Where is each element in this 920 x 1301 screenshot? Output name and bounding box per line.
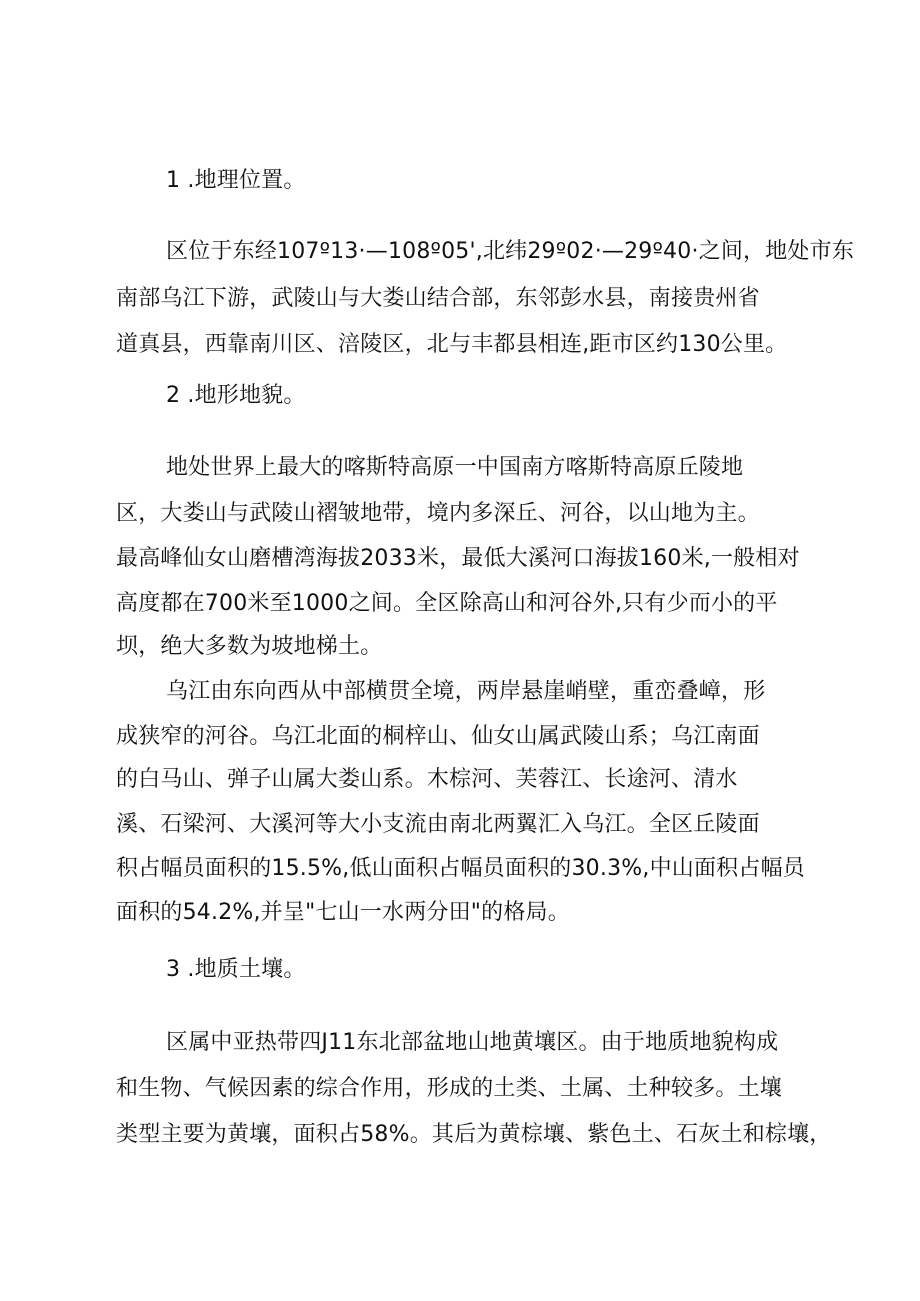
section-2-p2-line-1: 乌江由东向西从中部横贯全境，两岸悬崖峭壁，重峦叠嶂，形: [166, 679, 766, 704]
section-2-p2-line-5: 积占幅员面积的15.5%,低山面积占幅员面积的30.3%,中山面积占幅员: [116, 856, 805, 881]
section-2-p2-line-3: 的白马山、弹子山属大娄山系。木棕河、芙蓉江、长途河、清水: [116, 767, 738, 792]
section-1-line-1: 区位于东经107º13·—108º05',北纬29º02·—29º40·之间，地处市东: [166, 239, 855, 264]
section-2-p1-line-3: 最高峰仙女山磨槽湾海拔2033米，最低大溪河口海拔160米,一般相对: [116, 546, 800, 571]
section-2-p2-line-2: 成狭窄的河谷。乌江北面的桐梓山、仙女山属武陵山系；乌江南面: [116, 724, 760, 749]
section-2-p2-line-4: 溪、石梁河、大溪河等大小支流由南北两翼汇入乌江。全区丘陵面: [116, 812, 760, 837]
section-2-p1-line-5: 坝，绝大多数为坡地梯土。: [116, 634, 383, 659]
section-3-line-2: 和生物、气候因素的综合作用，形成的土类、土属、土种较多。土壤: [116, 1076, 783, 1101]
section-2-p1-line-1: 地处世界上最大的喀斯特高原一中国南方喀斯特高原丘陵地: [166, 455, 744, 480]
section-2-p1-line-4: 高度都在700米至1000之间。全区除高山和河谷外,只有少而小的平: [116, 591, 778, 616]
section-1-line-2: 南部乌江下游，武陵山与大娄山结合部，东邻彭水县，南接贵州省: [116, 286, 760, 311]
section-2-p1-line-2: 区，大娄山与武陵山褶皱地带，境内多深丘、河谷，以山地为主。: [116, 501, 760, 526]
section-2-heading: 2 .地形地貌。: [166, 383, 306, 408]
section-3-line-1: 区属中亚热带四J11东北部盆地山地黄壤区。由于地质地貌构成: [166, 1030, 779, 1055]
section-3-line-3: 类型主要为黄壤，面积占58%。其后为黄棕壤、紫色土、石灰土和棕壤，: [116, 1122, 832, 1147]
section-1-heading: 1 .地理位置。: [166, 168, 306, 193]
section-1-line-3: 道真县，西靠南川区、涪陵区，北与丰都县相连,距市区约130公里。: [116, 332, 788, 357]
section-3-heading: 3 .地质土壤。: [166, 957, 306, 982]
section-2-p2-line-6: 面积的54.2%,并呈"七山一水两分田"的格局。: [116, 900, 570, 925]
